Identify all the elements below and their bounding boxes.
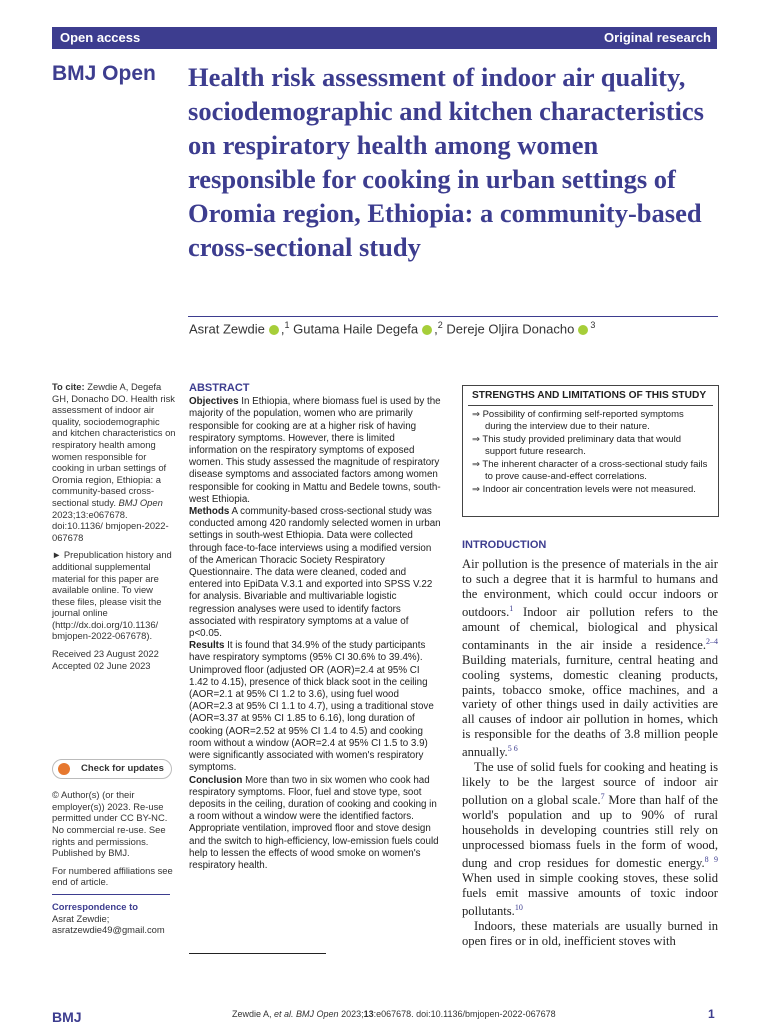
abstract-results: Results It is found that 34.9% of the study participants have respiratory symptoms (95% CI 30.6% to 39.4%). Unimproved floor (adjusted OR (AOR)=2.4 at 95% CI 1.42 to 4.15), presence of thick black soot in the ceiling (AOR=2.1 at 95% CI 1.2 to 3.6), using fuel wood (AOR=2.3 at 95% CI 1.1 to 4.7), using a traditional stove (AOR=3.37 at 95% CI 1.85 to 6.16), long duration of cooking (AOR=2.52 at 95% CI 1.4 to 4.5) and cooking room without a window (AOR=2.4 at 95% CI 1.5 to 3.9) were significantly associated with women's respiratory symptoms. [189, 640, 434, 774]
box-heading: STRENGTHS AND LIMITATIONS OF THIS STUDY [472, 390, 707, 401]
article-title: Health risk assessment of indoor air quality, sociodemographic and kitchen characteristics on respiratory health among women responsible for cooking in urban settings of Oromia region, Ethiopia: a community-based cross-sectional study [188, 62, 704, 262]
check-updates-icon [58, 763, 70, 775]
list-item: ⇒ Possibility of confirming self-reported symptoms during the interview due to their nature. [472, 409, 684, 432]
received-date: Received 23 August 2022 [52, 648, 159, 660]
sidebar [52, 381, 177, 936]
orcid-icon[interactable] [578, 325, 588, 335]
author-name[interactable]: Gutama Haile Degefa [293, 321, 419, 337]
list-item: ⇒ This study provided preliminary data that would support future research. [472, 434, 681, 457]
citation-block: To cite: Zewdie A, Degefa GH, Donacho DO. Health risk assessment of indoor air quality, sociodemographic and kitchen characteristics on respiratory health among women responsible for cooking in urban settings of Oromia region, Ethiopia: a community-based cross-sectional study. BMJ Open 2023;13:e067678. doi:10.1136/ bmjopen-2022-067678 [52, 381, 176, 543]
copyright-notice: © Author(s) (or their employer(s)) 2023. Re-use permitted under CC BY-NC. No commercial re-use. See rights and permissions. Published by BMJ. [52, 789, 168, 859]
article-type-label: Original research [604, 30, 711, 45]
reference-link[interactable]: 8 9 [704, 854, 718, 864]
accepted-date: Accepted 02 June 2023 [52, 659, 151, 671]
orcid-icon[interactable] [422, 325, 432, 335]
journal-logo: BMJ Open [52, 62, 156, 85]
introduction-section [462, 538, 718, 949]
section-heading: INTRODUCTION [462, 539, 547, 551]
affiliations-note: For numbered affiliations see end of article. [52, 864, 173, 888]
author-name[interactable]: Dereje Oljira Donacho [446, 321, 575, 337]
correspondence-label: Correspondence to [52, 901, 138, 912]
author-list: Asrat Zewdie ,$^1$ Gutama Haile Degefa ,$^2$ Dereje Oljira Donacho $^3$ [189, 320, 596, 337]
abstract-conclusion: Conclusion More than two in six women who cook had respiratory symptoms. Floor, fuel and stove type, soot deposits in the ceiling, duration of cooking and cooking in a room without a window were the identified factors. Appropriate ventilation, improved floor and stove design and the switch to high-efficiency, low-emission fuels could help to lessen the effects of wood smoke on women's respiratory health. [189, 774, 439, 871]
reference-link[interactable]: 7 [600, 792, 605, 802]
open-access-label: Open access [60, 30, 141, 45]
author-divider [188, 316, 718, 317]
reference-link[interactable]: 10 [514, 902, 523, 912]
abstract-objectives: Objectives In Ethiopia, where biomass fuel is used by the majority of the population, women who are primarily responsible for cooking are at a higher risk of having respiratory symptoms. However, there is limited information on the respiratory symptoms of exposed women. This study assessed the magnitude of respiratory disease symptoms and associated factors among women responsible for cooking in Mattu and Bedele towns, south-west Ethiopia. [189, 396, 441, 505]
reference-link[interactable]: 2–4 [706, 636, 718, 646]
strengths-limitations-box [462, 385, 719, 517]
correspondence-email[interactable]: asratzewdie49@gmail.com [52, 924, 165, 936]
orcid-icon[interactable] [269, 325, 279, 335]
check-for-updates-button[interactable]: Check for updates [52, 759, 172, 779]
list-item: ⇒ Indoor air concentration levels were not measured. [472, 484, 696, 495]
prepublication-note[interactable]: ► Prepublication history and additional supplemental material for this paper are available online. To view these files, please visit the journal online (http://dx.doi.org/10.1136/ bmjopen-2022-067678). [52, 549, 172, 642]
reference-link[interactable]: 1 [509, 603, 514, 613]
abstract [189, 382, 441, 872]
author-name[interactable]: Asrat Zewdie [189, 321, 265, 337]
abstract-methods: Methods A community-based cross-sectional study was conducted among 420 randomly selected women in urban settings in south-west Ethiopia. Data were collected through face-to-face interviews using a modified version of the American Thoracic Society Respiratory Questionnaire. The data were cleaned, coded and entered into EpiData V.3.1 and exported into SPSS V.22 for analysis. Bivariable and multivariable logistic regression analyses were used to identify factors associated with respiratory symptoms at a value of p<0.05. [189, 506, 441, 640]
list-item: ⇒ The inherent character of a cross-sectional study fails to prove cause-and-effect correlations. [472, 459, 708, 482]
paragraph: The use of solid fuels for cooking and heating is likely to be the largest source of indoor air pollution on a global scale.$^7$ More than half of the world's population and up to 90% of rural households in developing countries still rely on unprocessed biomass fuels in the form of wood, dung and crop residues for domestic energy.$^{8 9}$ When used in simple cooking stoves, these solid fuels emit massive amounts of toxic indoor pollutants.$^{10}$ [462, 760, 718, 918]
reference-link[interactable]: 5 6 [507, 744, 518, 754]
bmj-logo: BMJ [52, 1009, 82, 1025]
divider [52, 894, 170, 895]
paragraph: Air pollution is the presence of materials in the air to such a degree that it is harmful to humans and the environment, which could occur indoors or outdoors.$^1$ Indoor air pollution refers to the amount of chemical, biological and physical contaminants in the air inside a residence.$^{2-4}$ Building materials, furniture, central heating and cooling systems, domestic cleaning products, paints, tobacco smoke, office machines, and a variety of other things used in daily activities are all causes of indoor air pollution in homes, which is responsible for the deaths of 3.8 million people annually.$^{5 6}$ [462, 556, 718, 760]
page-number: 1 [708, 1007, 715, 1021]
footer-citation: Zewdie A, et al. BMJ Open 2023;13:e067678. doi:10.1136/bmjopen-2022-067678 [232, 1009, 556, 1019]
top-banner [52, 27, 717, 49]
paragraph: Indoors, these materials are usually burned in open fires or in old, inefficient stoves with [462, 918, 718, 948]
abstract-heading: ABSTRACT [189, 382, 250, 394]
correspondence-name: Asrat Zewdie; [52, 912, 110, 924]
divider [468, 405, 713, 406]
footnote-divider [189, 953, 326, 954]
